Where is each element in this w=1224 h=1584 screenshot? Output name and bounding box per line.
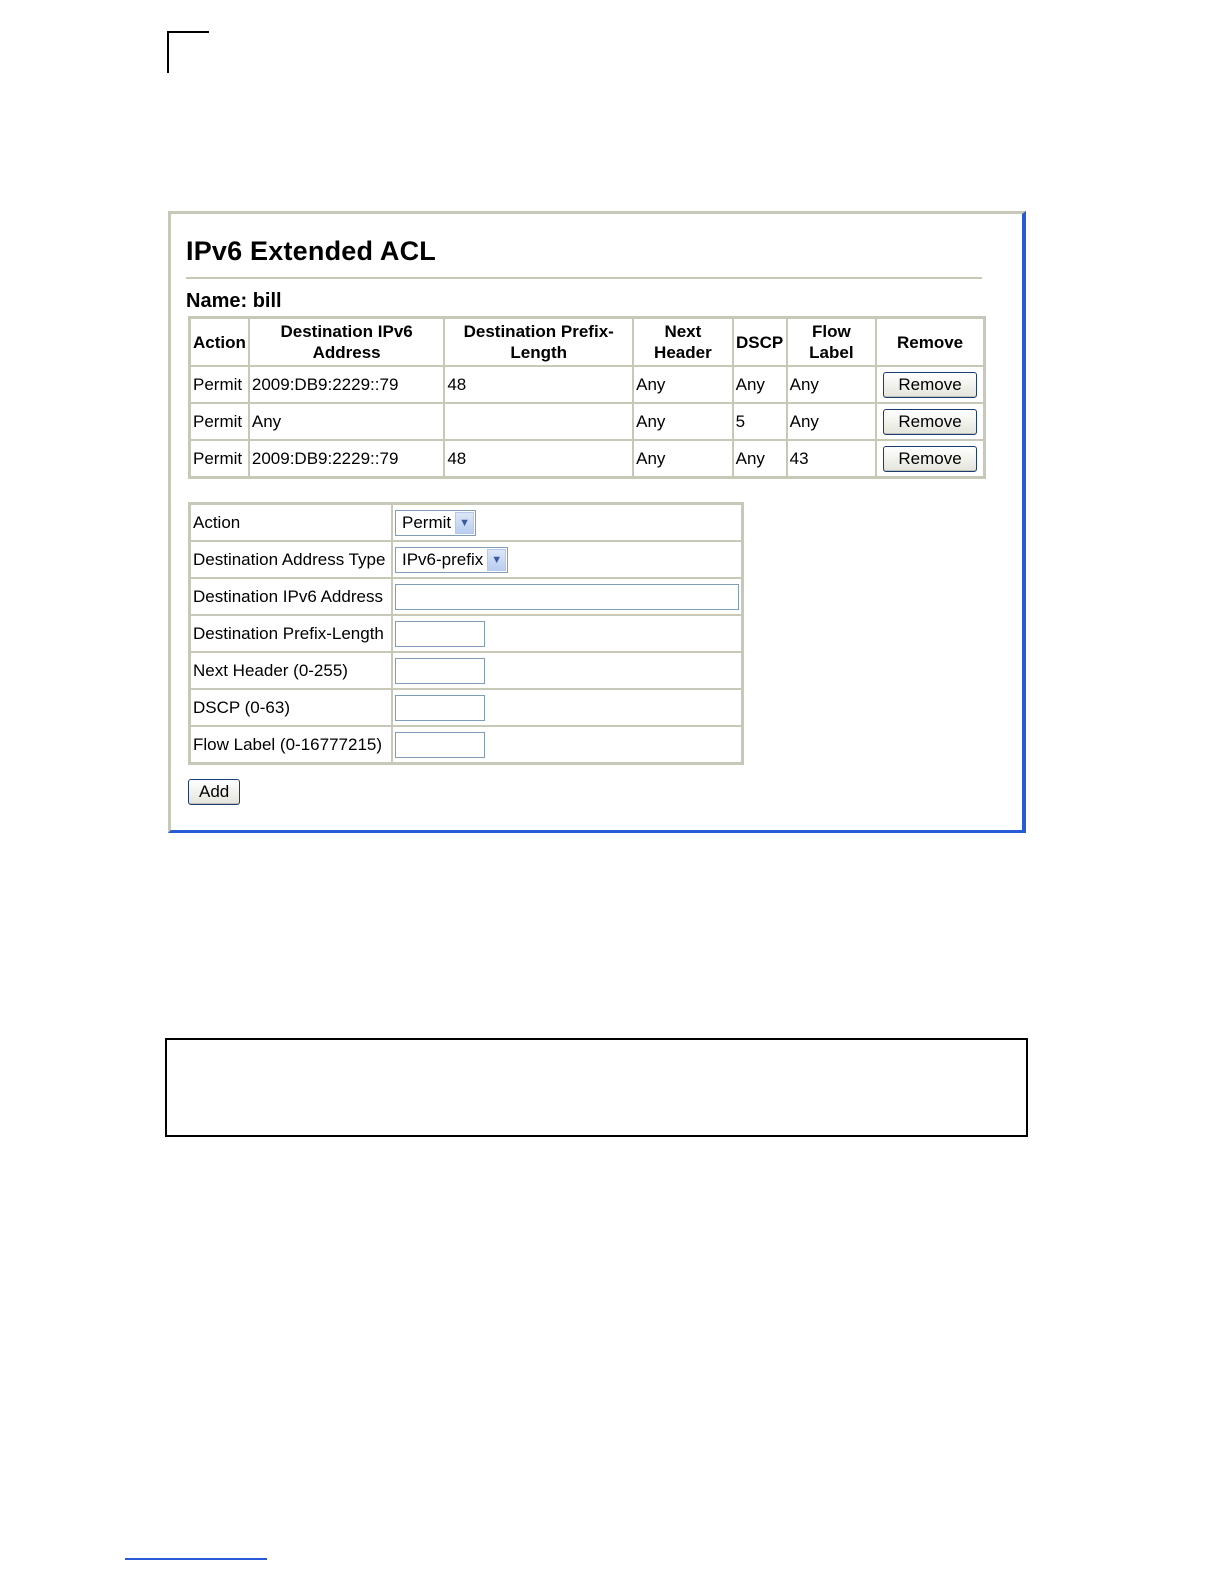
cell-prefix xyxy=(444,403,633,440)
cell-remove xyxy=(876,440,984,477)
dscp-input[interactable] xyxy=(395,695,485,721)
acl-window xyxy=(168,211,1026,833)
table-header-row xyxy=(190,318,984,366)
ipv6-address-label: Destination IPv6 Address xyxy=(190,578,392,615)
form-row-prefix-length xyxy=(190,615,742,652)
chevron-down-icon: ▼ xyxy=(455,512,474,534)
cell-flow-label: Any xyxy=(787,403,876,440)
col-action: Action xyxy=(190,318,249,366)
action-select-value: Permit xyxy=(402,512,452,532)
cell-address: Any xyxy=(249,403,444,440)
add-rule-form xyxy=(188,502,744,765)
col-destination-address: Destination IPv6 Address xyxy=(249,318,444,366)
cell-remove xyxy=(876,403,984,440)
title-divider xyxy=(186,277,982,279)
address-type-select-value: IPv6-prefix xyxy=(402,549,484,569)
table-row xyxy=(190,440,984,477)
cell-flow-label: 43 xyxy=(787,440,876,477)
page-title: IPv6 Extended ACL xyxy=(186,236,436,266)
cell-prefix: 48 xyxy=(444,366,633,403)
crop-mark xyxy=(167,31,209,73)
prefix-length-input[interactable] xyxy=(395,621,485,647)
cell-dscp: Any xyxy=(733,366,787,403)
col-dscp: DSCP xyxy=(733,318,787,366)
cell-dscp: 5 xyxy=(733,403,787,440)
address-type-label: Destination Address Type xyxy=(190,541,392,578)
next-header-input[interactable] xyxy=(395,658,485,684)
cell-next-header: Any xyxy=(633,366,733,403)
acl-name-value: bill xyxy=(252,290,282,312)
col-flow-label: Flow Label xyxy=(787,318,876,366)
add-button[interactable]: Add xyxy=(188,779,240,805)
cell-address: 2009:DB9:2229::79 xyxy=(249,440,444,477)
flow-label-label: Flow Label (0-16777215) xyxy=(190,726,392,763)
address-type-select[interactable] xyxy=(395,547,508,573)
cell-action: Permit xyxy=(190,366,249,403)
form-row-ipv6-address xyxy=(190,578,742,615)
chevron-down-icon: ▼ xyxy=(487,549,506,571)
remove-button[interactable]: Remove xyxy=(883,446,976,472)
cell-address: 2009:DB9:2229::79 xyxy=(249,366,444,403)
remove-button[interactable]: Remove xyxy=(883,409,976,435)
cell-action: Permit xyxy=(190,403,249,440)
form-row-flow-label xyxy=(190,726,742,763)
cell-action: Permit xyxy=(190,440,249,477)
table-row xyxy=(190,403,984,440)
form-row-dscp xyxy=(190,689,742,726)
remove-button[interactable]: Remove xyxy=(883,372,976,398)
acl-rules-table xyxy=(188,316,986,479)
action-select[interactable] xyxy=(395,510,476,536)
cell-prefix: 48 xyxy=(444,440,633,477)
dscp-label: DSCP (0-63) xyxy=(190,689,392,726)
cell-remove xyxy=(876,366,984,403)
cell-next-header: Any xyxy=(633,440,733,477)
col-prefix-length: Destination Prefix- Length xyxy=(444,318,633,366)
note-box xyxy=(165,1038,1028,1137)
flow-label-input[interactable] xyxy=(395,732,485,758)
acl-name-label: Name: xyxy=(186,290,248,312)
form-row-address-type xyxy=(190,541,742,578)
cell-flow-label: Any xyxy=(787,366,876,403)
cell-next-header: Any xyxy=(633,403,733,440)
table-row xyxy=(190,366,984,403)
ipv6-address-input[interactable] xyxy=(395,584,739,610)
acl-name xyxy=(186,290,282,313)
prefix-length-label: Destination Prefix-Length xyxy=(190,615,392,652)
action-label: Action xyxy=(190,504,392,541)
cell-dscp: Any xyxy=(733,440,787,477)
col-next-header: Next Header xyxy=(633,318,733,366)
col-remove: Remove xyxy=(876,318,984,366)
form-row-action xyxy=(190,504,742,541)
form-row-next-header xyxy=(190,652,742,689)
footer-rule xyxy=(125,1558,267,1560)
next-header-label: Next Header (0-255) xyxy=(190,652,392,689)
